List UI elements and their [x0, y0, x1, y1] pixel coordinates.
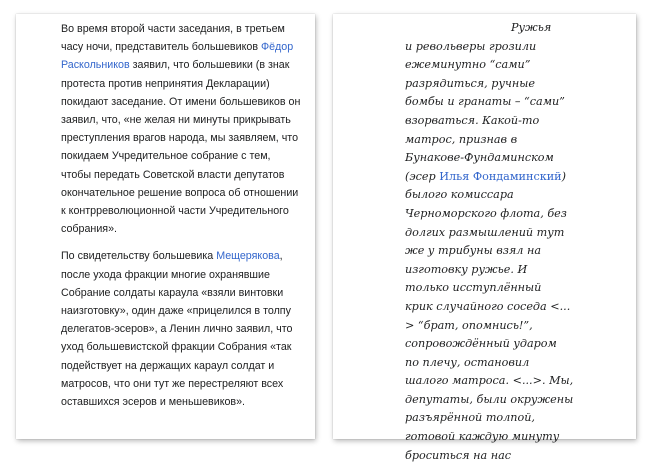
- link-fondaminsky[interactable]: Илья Фондаминский: [439, 169, 562, 183]
- quote-line: > “брат, опомнись!”,: [405, 318, 533, 332]
- quote-text-fragment: (эсер: [405, 169, 440, 183]
- quote-line: депутаты, были окружены: [405, 392, 574, 406]
- left-page: [16, 14, 315, 439]
- quote-text-fragment: ): [561, 169, 567, 183]
- quote-line: Бунакове-Фундаминском: [405, 151, 554, 165]
- quote-line: ежеминутно “сами”: [405, 58, 531, 72]
- right-page: [333, 14, 636, 462]
- paragraph-text: заявил, что большевики (в знак протеста против непринятия Декларации) покидают заседание. От имени большевиков он заявил, что, «не желая ни минуты прикрывать преступления врагов народа, мы заявляем, что покидаем Учредительное собрание с тем, чтобы передать Советской власти депутатов окончательное решение вопроса об отношении к контрреволюционной части Учредительного собрания».: [61, 59, 301, 236]
- quote-line: взорваться. Какой-то: [405, 113, 540, 127]
- quote-line: сопровождённый ударом: [405, 337, 557, 351]
- quote-line: долгих размышлений тут: [405, 225, 565, 239]
- quote-line: Черноморского флота, без: [405, 206, 567, 220]
- link-raskolnikov[interactable]: Фёдор Раскольников: [61, 41, 294, 72]
- quote-line: бомбы и гранаты – “сами”: [405, 95, 565, 109]
- left-page-text: [61, 20, 301, 420]
- paragraph-walkout: [61, 20, 301, 238]
- quote-line: по плечу, остановил: [405, 355, 530, 369]
- paragraph-text: Во время второй части заседания, в третьем часу ночи, представитель большевиков: [61, 23, 285, 54]
- quote-line: броситься на нас: [405, 448, 512, 462]
- quote-line: Ружья: [511, 21, 552, 34]
- quote-line: крик случайного соседа <...: [405, 299, 571, 313]
- quote-line: матрос, признав в: [405, 132, 518, 146]
- paragraph-text: По свидетельству большевика: [61, 250, 217, 263]
- link-meshcheryakov[interactable]: Мещерякова: [216, 250, 280, 263]
- quote-line: изготовку ружье. И: [405, 262, 528, 276]
- quote-line: былого комиссара: [405, 188, 514, 202]
- quote-line: шалого матроса. <...>. Мы,: [405, 374, 574, 388]
- quote-line: [405, 168, 625, 187]
- quote-line: готовой каждую минуту: [405, 430, 560, 444]
- quote-line: разъярённой толпой,: [405, 411, 535, 425]
- paragraph-testimony: [61, 247, 301, 411]
- quote-line: только исступлённый: [405, 281, 542, 295]
- quote-line: разрядиться, ручные: [405, 76, 535, 90]
- quote-line: же у трибуны взял на: [405, 244, 542, 258]
- paragraph-text: , после ухода фракции многие охранявшие Собрание солдаты караула «взяли винтовки наизготовку», один даже «прицелился в толпу делегатов-эсеров», а Ленин лично заявил, что уход большевистской фракции Собрания «так подействует на держащих караул солдат и матросов, что они тут же перестреляют всех оставшихся эсеров и меньшевиков».: [61, 250, 293, 409]
- quote-line: и револьверы грозили: [405, 39, 537, 53]
- quote-text: [405, 19, 625, 465]
